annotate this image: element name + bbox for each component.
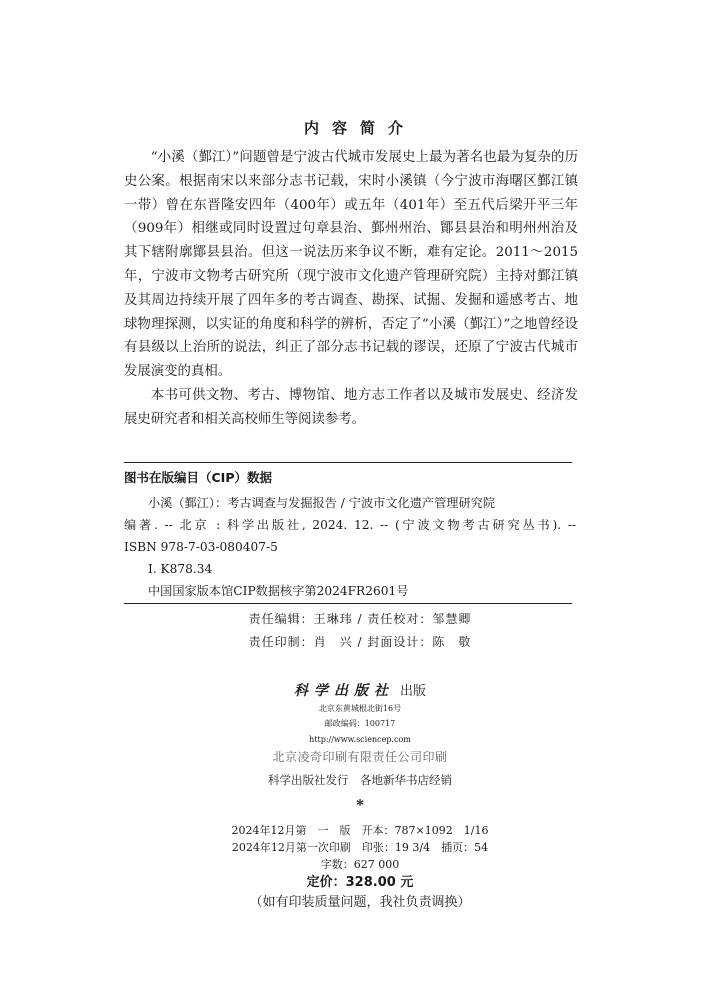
publisher-suffix: 出版	[399, 684, 426, 699]
cip-record	[124, 492, 576, 602]
cip-heading: 图书在版编目（CIP）数据	[124, 470, 272, 485]
summary-paragraph: “小溪（鄞江）”问题曾是宁波古代城市发展史上最为著名也最为复杂的历史公案。根据南宋以来部分志书记载，宋时小溪镇（今宁波市海曙区鄞江镇一带）曾在东晋隆安四年（400年）或五年（401年）至五代后梁开平三年（909年）相继或同时设置过句章县治、鄞州州治、鄮县县治和明州州治及其下辖附廓鄮县县治。但这一说法历来争议不断，难有定论。2011～2015年，宁波市文物考古研究所（现宁波市文化遗产管理研究院）主持对鄞江镇及其周边持续开展了四年多的考古调查、勘探、试掘、发掘和遥感考古、地球物理探测，以实证的角度和科学的辨析，否定了“小溪（鄞江）”之地曾经设有县级以上治所的说法，纠正了部分志书记载的谬误，还原了宁波古代城市发展演变的真相。	[124, 150, 578, 380]
quality-notice: （如有印装质量问题，我社负责调换）	[249, 895, 471, 910]
summary-section	[124, 146, 578, 432]
printing-line: 2024年12月第一次印刷 印张：19 3/4 插页：54	[231, 841, 489, 854]
cip-isbn: ISBN 978-7-03-080407-5	[124, 540, 278, 554]
publisher-logo: 科学出版社	[293, 683, 394, 699]
cip-divider-top	[124, 462, 572, 463]
publisher-line	[0, 680, 720, 700]
publisher-website: http://www.sciencep.com	[309, 735, 411, 744]
price: 定价：328.00 元	[306, 875, 414, 890]
summary-title: 内容简介	[303, 119, 416, 137]
publisher-address: 北京东黄城根北街16号	[318, 704, 402, 713]
edition-info	[0, 822, 720, 873]
cip-divider-bottom	[124, 603, 572, 604]
word-count: 字数：627 000	[320, 858, 400, 871]
cip-classification: Ⅰ. K878.34	[148, 562, 213, 576]
credits-editors: 责任编辑：王琳玮 / 责任校对：邹慧卿	[248, 612, 472, 626]
cip-number: 中国国家版本馆CIP数据核字第2024FR2601号	[148, 584, 409, 598]
printer: 北京凌奇印刷有限责任公司印刷	[272, 750, 448, 764]
summary-paragraph: 本书可供文物、考古、博物馆、地方志工作者以及城市发展史、经济发展史研究者和相关高校师生等阅读参考。	[124, 387, 578, 427]
publisher-postcode: 邮政编码：100717	[324, 719, 396, 728]
distributor: 科学出版社发行 各地新华书店经销	[268, 773, 452, 787]
edition-line: 2024年12月第 一 版 开本：787×1092 1/16	[231, 824, 489, 837]
cip-author-line: 编著. -- 北京 : 科学出版社, 2024. 12. -- (宁波文物考古研究丛书). --	[124, 518, 576, 532]
separator-star: *	[356, 796, 364, 814]
credits	[0, 608, 720, 654]
credits-production: 责任印制：肖 兴 / 封面设计：陈 敬	[248, 635, 472, 649]
cip-title-line: 小溪（鄞江）：考古调查与发掘报告 / 宁波市文化遗产管理研究院	[148, 496, 496, 510]
